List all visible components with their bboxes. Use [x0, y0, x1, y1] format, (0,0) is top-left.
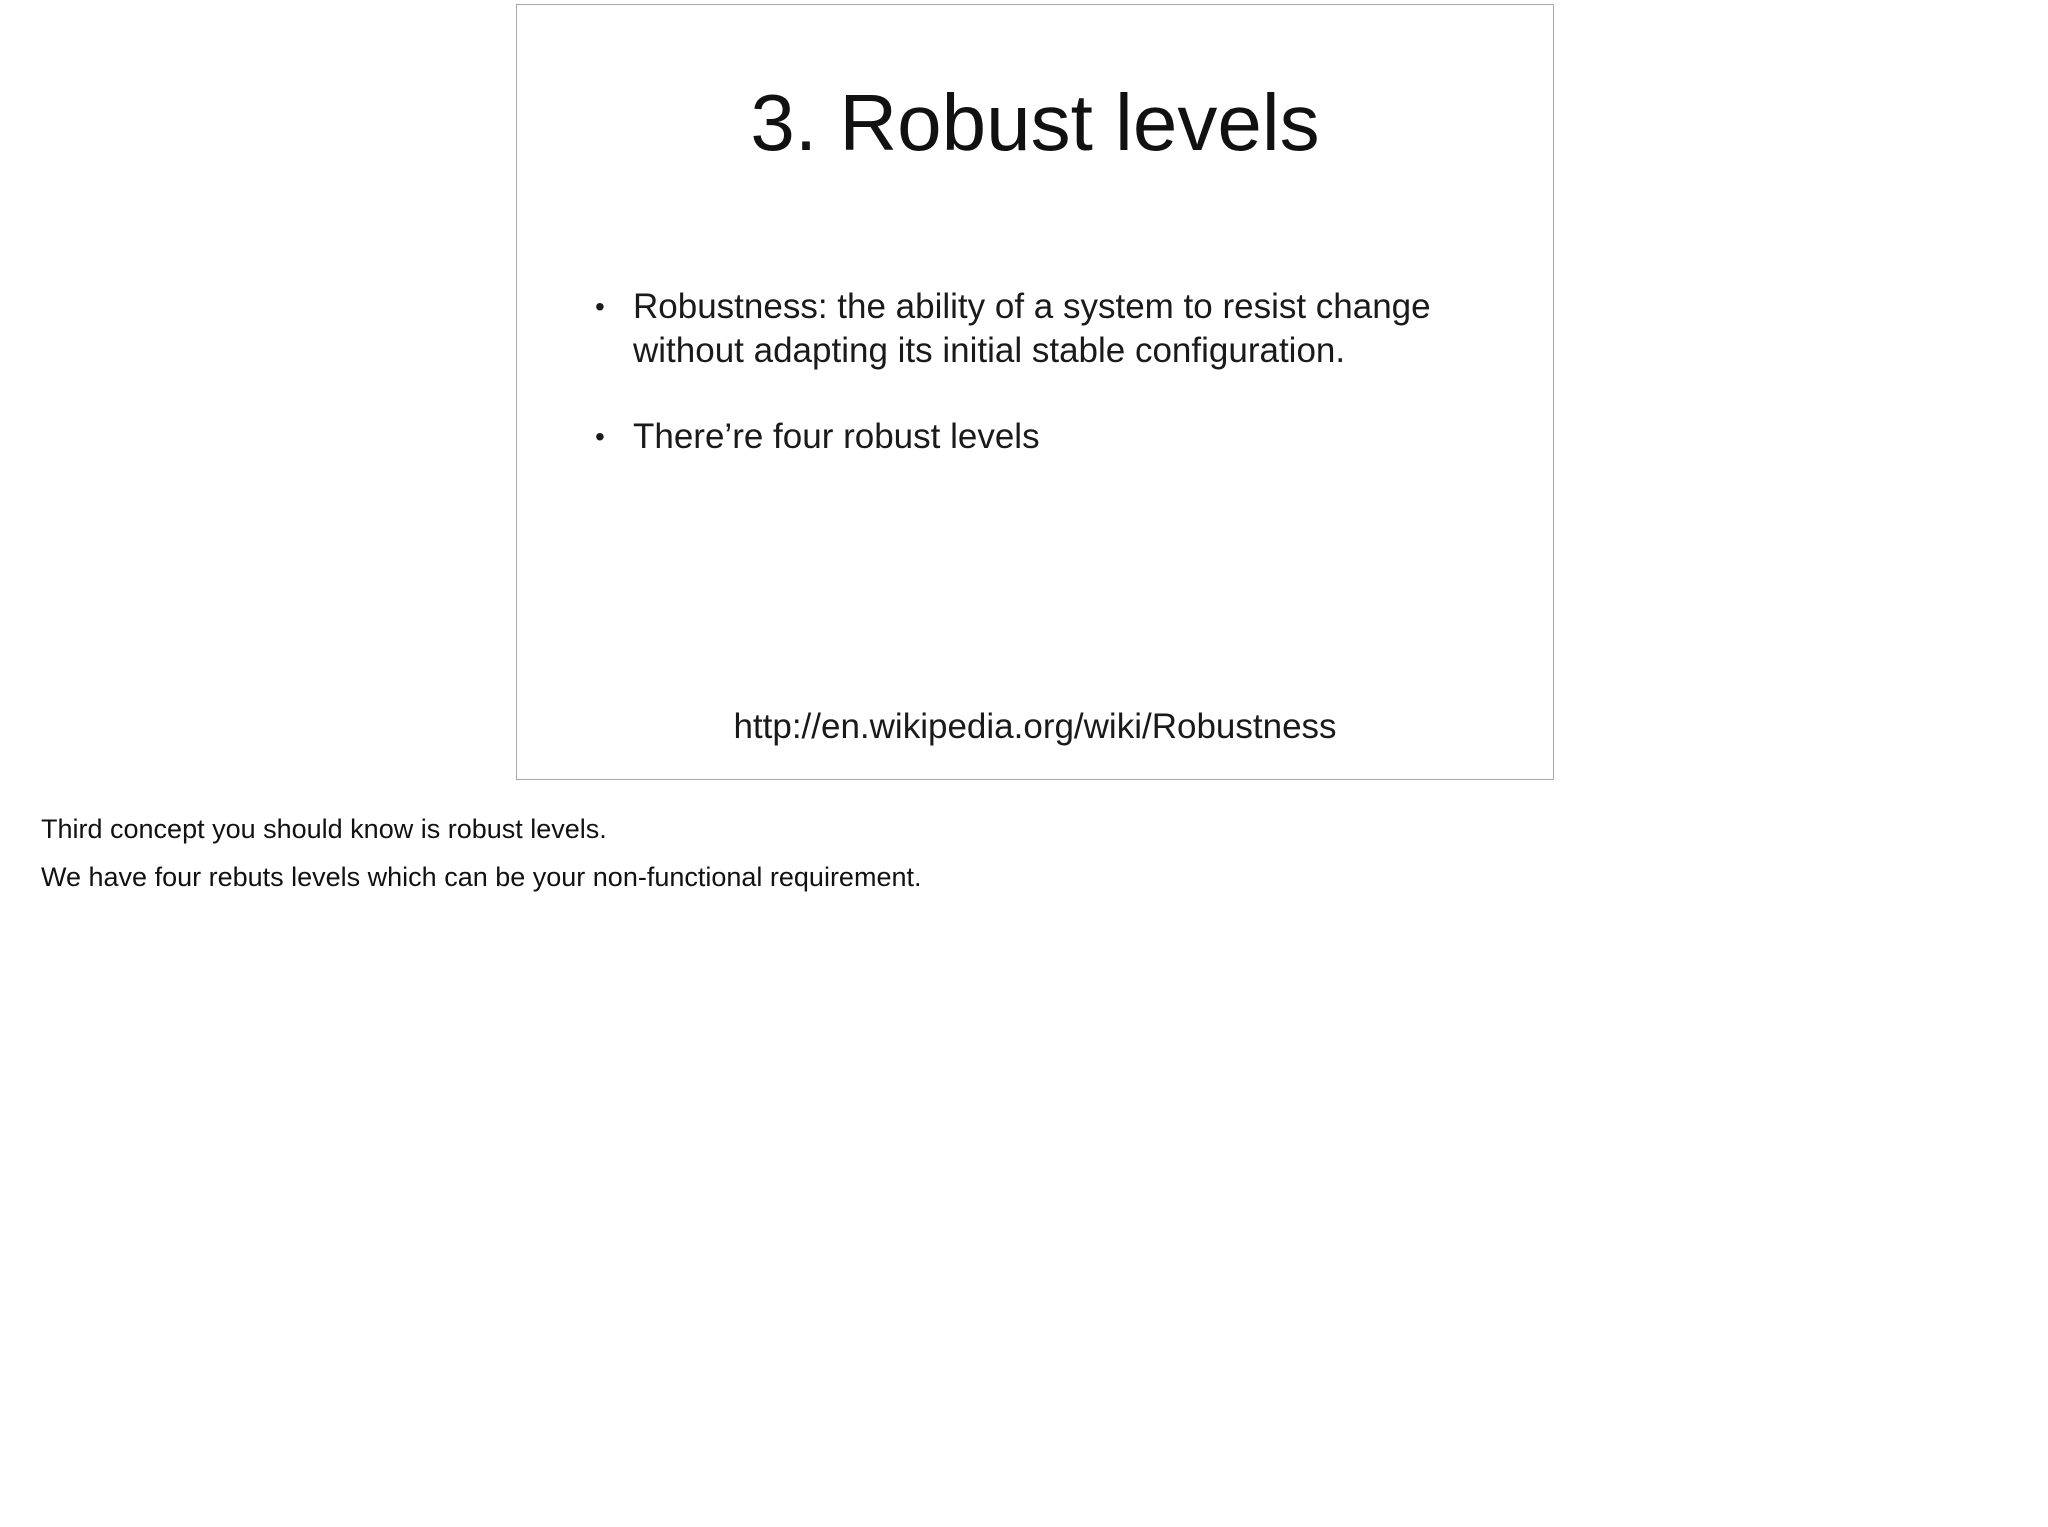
- source-url: http://en.wikipedia.org/wiki/Robustness: [733, 707, 1337, 746]
- note-line: We have four rebuts levels which can be your non-functional requirement.: [41, 862, 922, 892]
- bullet-marker: •: [595, 421, 605, 452]
- slide-title: 3. Robust levels: [750, 78, 1320, 167]
- bullet-text-line: There’re four robust levels: [633, 417, 1040, 456]
- note-line: Third concept you should know is robust levels.: [41, 814, 607, 844]
- bullet-item: [595, 285, 1495, 373]
- speaker-notes: [41, 812, 1941, 908]
- bullet-text-line: Robustness: the ability of a system to resist change: [633, 287, 1431, 326]
- bullet-item: [595, 415, 1495, 459]
- bullet-marker: •: [595, 291, 605, 322]
- bullet-list: [595, 285, 1495, 459]
- bullet-text-line: without adapting its initial stable configuration.: [633, 331, 1346, 370]
- slide-frame: [516, 4, 1554, 780]
